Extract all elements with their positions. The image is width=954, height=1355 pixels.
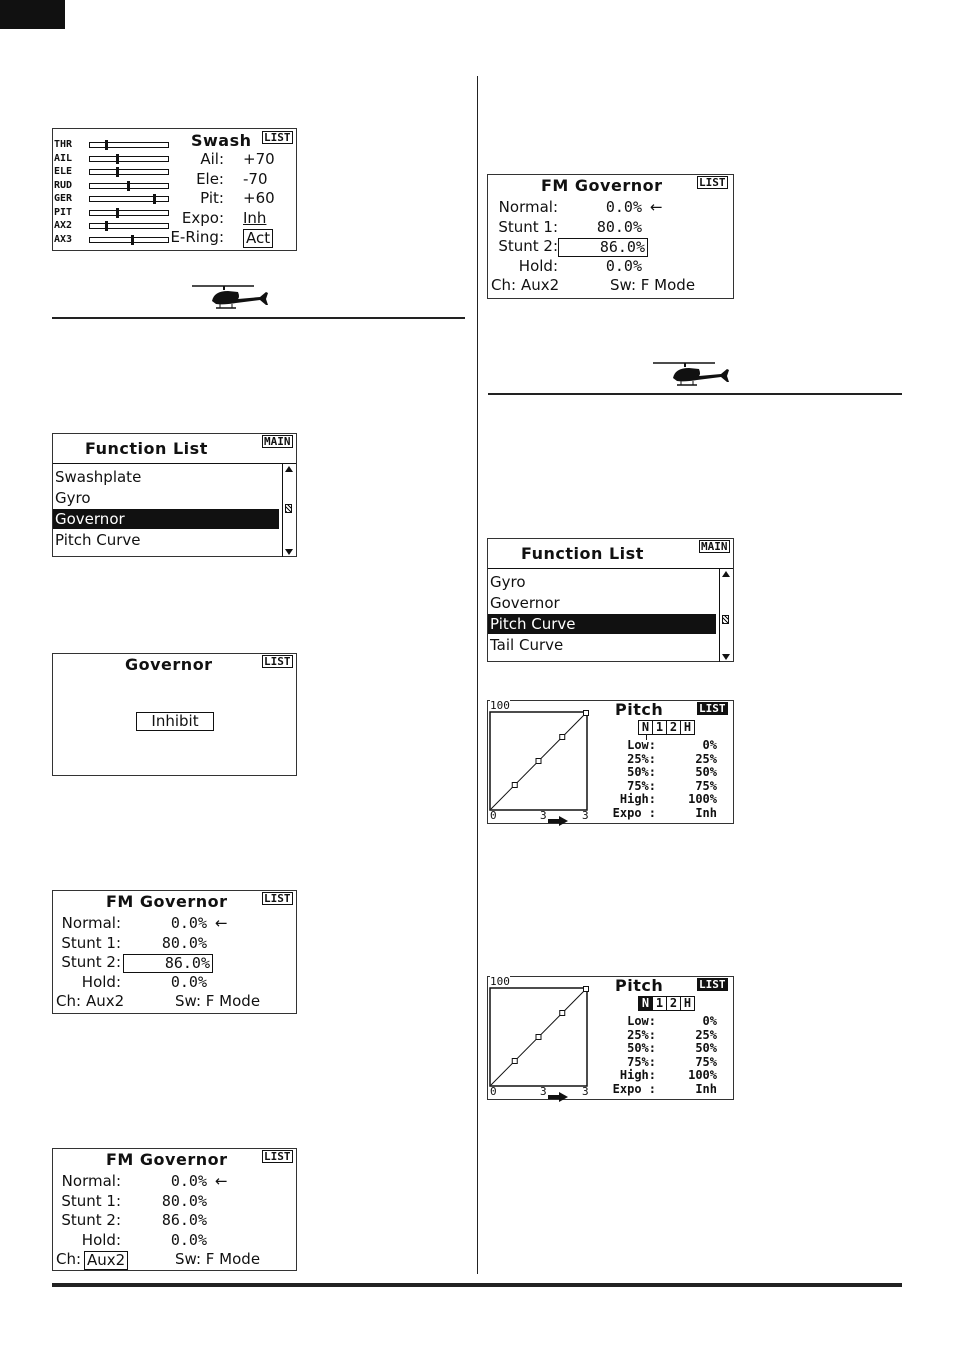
- curve-point[interactable]: [536, 759, 541, 764]
- arrow-left-icon: ←: [215, 914, 228, 932]
- swash-row-value[interactable]: +70: [243, 150, 275, 168]
- channel-bar: [89, 223, 169, 229]
- pitch-curve-screen-2: [487, 976, 734, 1100]
- pitch-row-value[interactable]: 75%: [695, 778, 717, 793]
- channel-label: AIL: [54, 152, 73, 164]
- function-list-title: Function List: [521, 544, 644, 563]
- pitch-row-label: 75%:: [627, 778, 656, 793]
- fm-governor-row-value[interactable]: 80.0%: [161, 933, 207, 952]
- governor-list-badge[interactable]: LIST: [264, 655, 291, 668]
- fm-governor-title: FM Governor: [106, 1150, 228, 1169]
- graph-axis-top-label: 100: [490, 699, 510, 712]
- function-list-item[interactable]: Gyro: [490, 573, 526, 591]
- main-badge[interactable]: MAIN: [701, 540, 728, 553]
- swash-row-label: Ele:: [196, 169, 224, 188]
- fm-governor-row-value[interactable]: 86.0%: [161, 1211, 207, 1229]
- scroll-up-icon[interactable]: [722, 571, 730, 577]
- pitch-curve-graph[interactable]: [489, 980, 589, 1090]
- flight-mode-N[interactable]: N: [639, 721, 653, 734]
- pitch-row-value[interactable]: Inh: [695, 1081, 717, 1096]
- curve-point[interactable]: [512, 1059, 517, 1064]
- fm-governor-row-label: Stunt 2:: [61, 953, 121, 971]
- swash-row-value[interactable]: -70: [243, 169, 268, 188]
- curve-point[interactable]: [560, 1011, 565, 1016]
- pitch-row-label: Low:: [627, 1014, 656, 1028]
- flight-mode-selector[interactable]: [638, 720, 695, 735]
- pitch-curve-graph[interactable]: [489, 704, 589, 814]
- pitch-row-label: 50%:: [627, 1041, 656, 1055]
- channel-bar: [89, 210, 169, 216]
- function-list-item[interactable]: Governor: [53, 509, 279, 529]
- scrollbar[interactable]: [719, 569, 731, 662]
- fm-governor-list-badge[interactable]: LIST: [264, 1150, 291, 1163]
- channel-level-marker: [116, 208, 119, 218]
- pitch-row-value[interactable]: 25%: [695, 1027, 717, 1042]
- graph-axis-left-label: 0: [490, 1085, 497, 1098]
- channel-label: GER: [54, 193, 73, 204]
- flight-mode-H[interactable]: H: [683, 996, 692, 1010]
- fm-governor-screen-right: [487, 174, 734, 299]
- arrow-right-icon: [548, 811, 568, 821]
- main-badge[interactable]: MAIN: [264, 435, 291, 448]
- function-list-item[interactable]: Pitch Curve: [488, 614, 716, 634]
- channel-label: AX2: [54, 220, 73, 231]
- fm-governor-row-value[interactable]: 0.0%: [170, 972, 207, 991]
- pitch-row-value[interactable]: 100%: [688, 792, 717, 806]
- curve-point[interactable]: [536, 1035, 541, 1040]
- curve-point[interactable]: [512, 783, 517, 788]
- fm-governor-row-label: Hold:: [81, 972, 121, 991]
- fm-governor-row-label: Stunt 2:: [61, 1211, 121, 1229]
- pitch-row-value[interactable]: 100%: [688, 1068, 717, 1082]
- fm-governor-row-label: Stunt 1:: [498, 217, 558, 236]
- fm-governor-row-label: Stunt 1:: [61, 933, 121, 952]
- pitch-curve-screen-1: [487, 700, 734, 824]
- pitch-row-value[interactable]: 50%: [695, 765, 717, 779]
- scroll-down-icon[interactable]: [722, 654, 730, 660]
- scrollbar[interactable]: [282, 464, 294, 557]
- swash-title: Swash: [191, 131, 252, 150]
- fm-governor-row-label: Normal:: [61, 914, 121, 932]
- channel-bar: [89, 196, 169, 202]
- function-list-item[interactable]: Governor: [490, 594, 560, 612]
- page-corner-tab: [0, 0, 65, 29]
- curve-point[interactable]: [560, 735, 565, 740]
- flight-mode-N[interactable]: N: [639, 997, 653, 1010]
- graph-axis-mid-label: 3: [540, 809, 547, 822]
- graph-axis-right-label: 3: [582, 1085, 589, 1098]
- fm-governor-channel-label: Ch:: [491, 276, 517, 294]
- pitch-row-value[interactable]: 0%: [702, 738, 717, 752]
- fm-governor-row-label: Hold:: [81, 1230, 121, 1249]
- fm-governor-row-value[interactable]: 80.0%: [161, 1191, 207, 1210]
- flight-mode-H[interactable]: H: [683, 720, 692, 734]
- fm-governor-row-value[interactable]: 0.0%: [170, 1230, 207, 1249]
- channel-label: AX3: [54, 233, 73, 245]
- channel-level-marker: [116, 154, 119, 164]
- pitch-row-value[interactable]: Inh: [695, 805, 717, 820]
- pitch-title: Pitch: [615, 700, 664, 719]
- swash-screen: [52, 128, 297, 251]
- curve-point[interactable]: [584, 711, 589, 716]
- function-list-item[interactable]: Pitch Curve: [55, 531, 141, 549]
- flight-mode-2[interactable]: 2: [667, 721, 681, 734]
- fm-governor-row-value[interactable]: 0.0%: [170, 1172, 207, 1190]
- scroll-thumb[interactable]: [285, 504, 292, 513]
- fm-governor-row-value[interactable]: 86.0%: [558, 238, 648, 257]
- scroll-up-icon[interactable]: [285, 466, 293, 472]
- governor-title: Governor: [125, 655, 213, 674]
- swash-row-label: E-Ring:: [170, 228, 224, 246]
- pitch-row-value[interactable]: 25%: [695, 751, 717, 766]
- function-list-title: Function List: [85, 439, 208, 458]
- channel-level-marker: [153, 194, 156, 204]
- fm-governor-title: FM Governor: [106, 892, 228, 911]
- channel-bar: [89, 169, 169, 175]
- graph-axis-mid-label: 3: [540, 1085, 547, 1098]
- governor-inhibit-value[interactable]: Inhibit: [136, 712, 214, 731]
- helicopter-icon: [190, 283, 272, 311]
- pitch-row-label: High:: [619, 792, 656, 806]
- channel-bar: [89, 237, 169, 243]
- channel-level-marker: [127, 181, 130, 191]
- fm-governor-title: FM Governor: [541, 176, 663, 195]
- arrow-right-icon: [548, 1087, 568, 1097]
- function-list: [53, 463, 296, 557]
- pitch-row-value[interactable]: 50%: [695, 1041, 717, 1055]
- function-list-item[interactable]: Swashplate: [55, 468, 142, 486]
- pitch-row-label: Expo :: [612, 805, 656, 820]
- fm-governor-row-value[interactable]: 80.0%: [596, 217, 642, 236]
- pitch-title: Pitch: [615, 976, 664, 995]
- arrow-left-icon: ←: [215, 1172, 228, 1190]
- fm-governor-row-label: Normal:: [61, 1172, 121, 1190]
- pitch-list-badge[interactable]: LIST: [699, 702, 726, 715]
- channel-level-marker: [105, 140, 108, 150]
- flight-mode-1[interactable]: 1: [653, 721, 667, 734]
- section-rule-left: [52, 317, 465, 319]
- pitch-row-label: 50%:: [627, 765, 656, 779]
- pitch-list-badge[interactable]: LIST: [699, 978, 726, 991]
- channel-level-marker: [116, 167, 119, 177]
- channel-label: ELE: [54, 166, 73, 177]
- bottom-rule: [52, 1283, 902, 1287]
- graph-axis-right-label: 3: [582, 809, 589, 822]
- pitch-row-label: Low:: [627, 738, 656, 752]
- channel-bar: [89, 156, 169, 162]
- governor-screen: [52, 653, 297, 776]
- pitch-row-value[interactable]: 0%: [702, 1014, 717, 1028]
- channel-label: THR: [54, 139, 73, 150]
- arrow-left-icon: ←: [650, 198, 663, 216]
- swash-list-badge[interactable]: LIST: [264, 131, 291, 144]
- section-rule-right: [488, 393, 902, 395]
- fm-governor-row-label: Stunt 2:: [498, 237, 558, 255]
- fm-governor-list-badge[interactable]: LIST: [699, 176, 726, 189]
- graph-axis-left-label: 0: [490, 809, 497, 822]
- swash-row-value[interactable]: Inh: [243, 208, 267, 227]
- graph-axis-top-label: 100: [490, 975, 510, 988]
- swash-row-value[interactable]: +60: [243, 189, 275, 207]
- channel-bar: [89, 183, 169, 189]
- function-list-item[interactable]: Tail Curve: [490, 636, 564, 654]
- fm-governor-row-label: Stunt 1:: [61, 1191, 121, 1210]
- function-list-screen-2: [487, 538, 734, 662]
- scroll-thumb[interactable]: [722, 615, 729, 624]
- fm-governor-channel-label: Ch:: [56, 992, 82, 1010]
- swash-row-label: Pit:: [200, 189, 224, 207]
- fm-governor-row-label: Normal:: [498, 198, 558, 216]
- fm-governor-screen-stunt2: [52, 890, 297, 1014]
- swash-row-label: Expo:: [181, 208, 224, 227]
- function-list-item[interactable]: Gyro: [55, 489, 91, 507]
- pitch-row-label: High:: [619, 1068, 656, 1082]
- swash-row-value[interactable]: Act: [243, 229, 273, 248]
- fm-governor-switch[interactable]: Sw: F Mode: [610, 276, 696, 294]
- fm-governor-switch[interactable]: Sw: F Mode: [175, 992, 261, 1010]
- pitch-row-label: 75%:: [627, 1054, 656, 1069]
- fm-governor-row-label: Hold:: [518, 256, 558, 275]
- fm-governor-row-value[interactable]: 0.0%: [170, 914, 207, 932]
- channel-level-marker: [105, 221, 108, 231]
- column-divider: [477, 76, 478, 1274]
- fm-governor-list-badge[interactable]: LIST: [264, 892, 291, 905]
- fm-governor-channel-value[interactable]: Aux2: [521, 276, 560, 294]
- channel-level-marker: [131, 235, 134, 245]
- fm-governor-row-value[interactable]: 86.0%: [123, 954, 213, 973]
- pitch-row-value[interactable]: 75%: [695, 1054, 717, 1069]
- fm-governor-row-value[interactable]: 0.0%: [605, 256, 642, 275]
- flight-mode-selector[interactable]: [638, 996, 695, 1011]
- fm-governor-channel-value[interactable]: Aux2: [86, 992, 125, 1010]
- pitch-row-label: 25%:: [627, 1027, 656, 1042]
- function-list: [488, 568, 733, 662]
- scroll-down-icon[interactable]: [285, 549, 293, 555]
- fm-governor-switch[interactable]: Sw: F Mode: [175, 1250, 261, 1268]
- fm-governor-channel-label: Ch:: [56, 1250, 82, 1268]
- helicopter-icon: [651, 360, 733, 388]
- flight-mode-1[interactable]: 1: [653, 997, 667, 1010]
- fm-governor-channel-value[interactable]: Aux2: [84, 1251, 128, 1270]
- curve-point[interactable]: [584, 987, 589, 992]
- channel-bar: [89, 142, 169, 148]
- fm-governor-screen-channel: [52, 1148, 297, 1271]
- swash-row-label: Ail:: [200, 150, 224, 168]
- pitch-row-label: Expo :: [612, 1081, 656, 1096]
- pitch-row-label: 25%:: [627, 751, 656, 766]
- channel-label: RUD: [54, 179, 73, 191]
- channel-label: PIT: [54, 206, 73, 218]
- fm-governor-row-value[interactable]: 0.0%: [605, 198, 642, 216]
- flight-mode-2[interactable]: 2: [667, 997, 681, 1010]
- function-list-screen-1: [52, 433, 297, 557]
